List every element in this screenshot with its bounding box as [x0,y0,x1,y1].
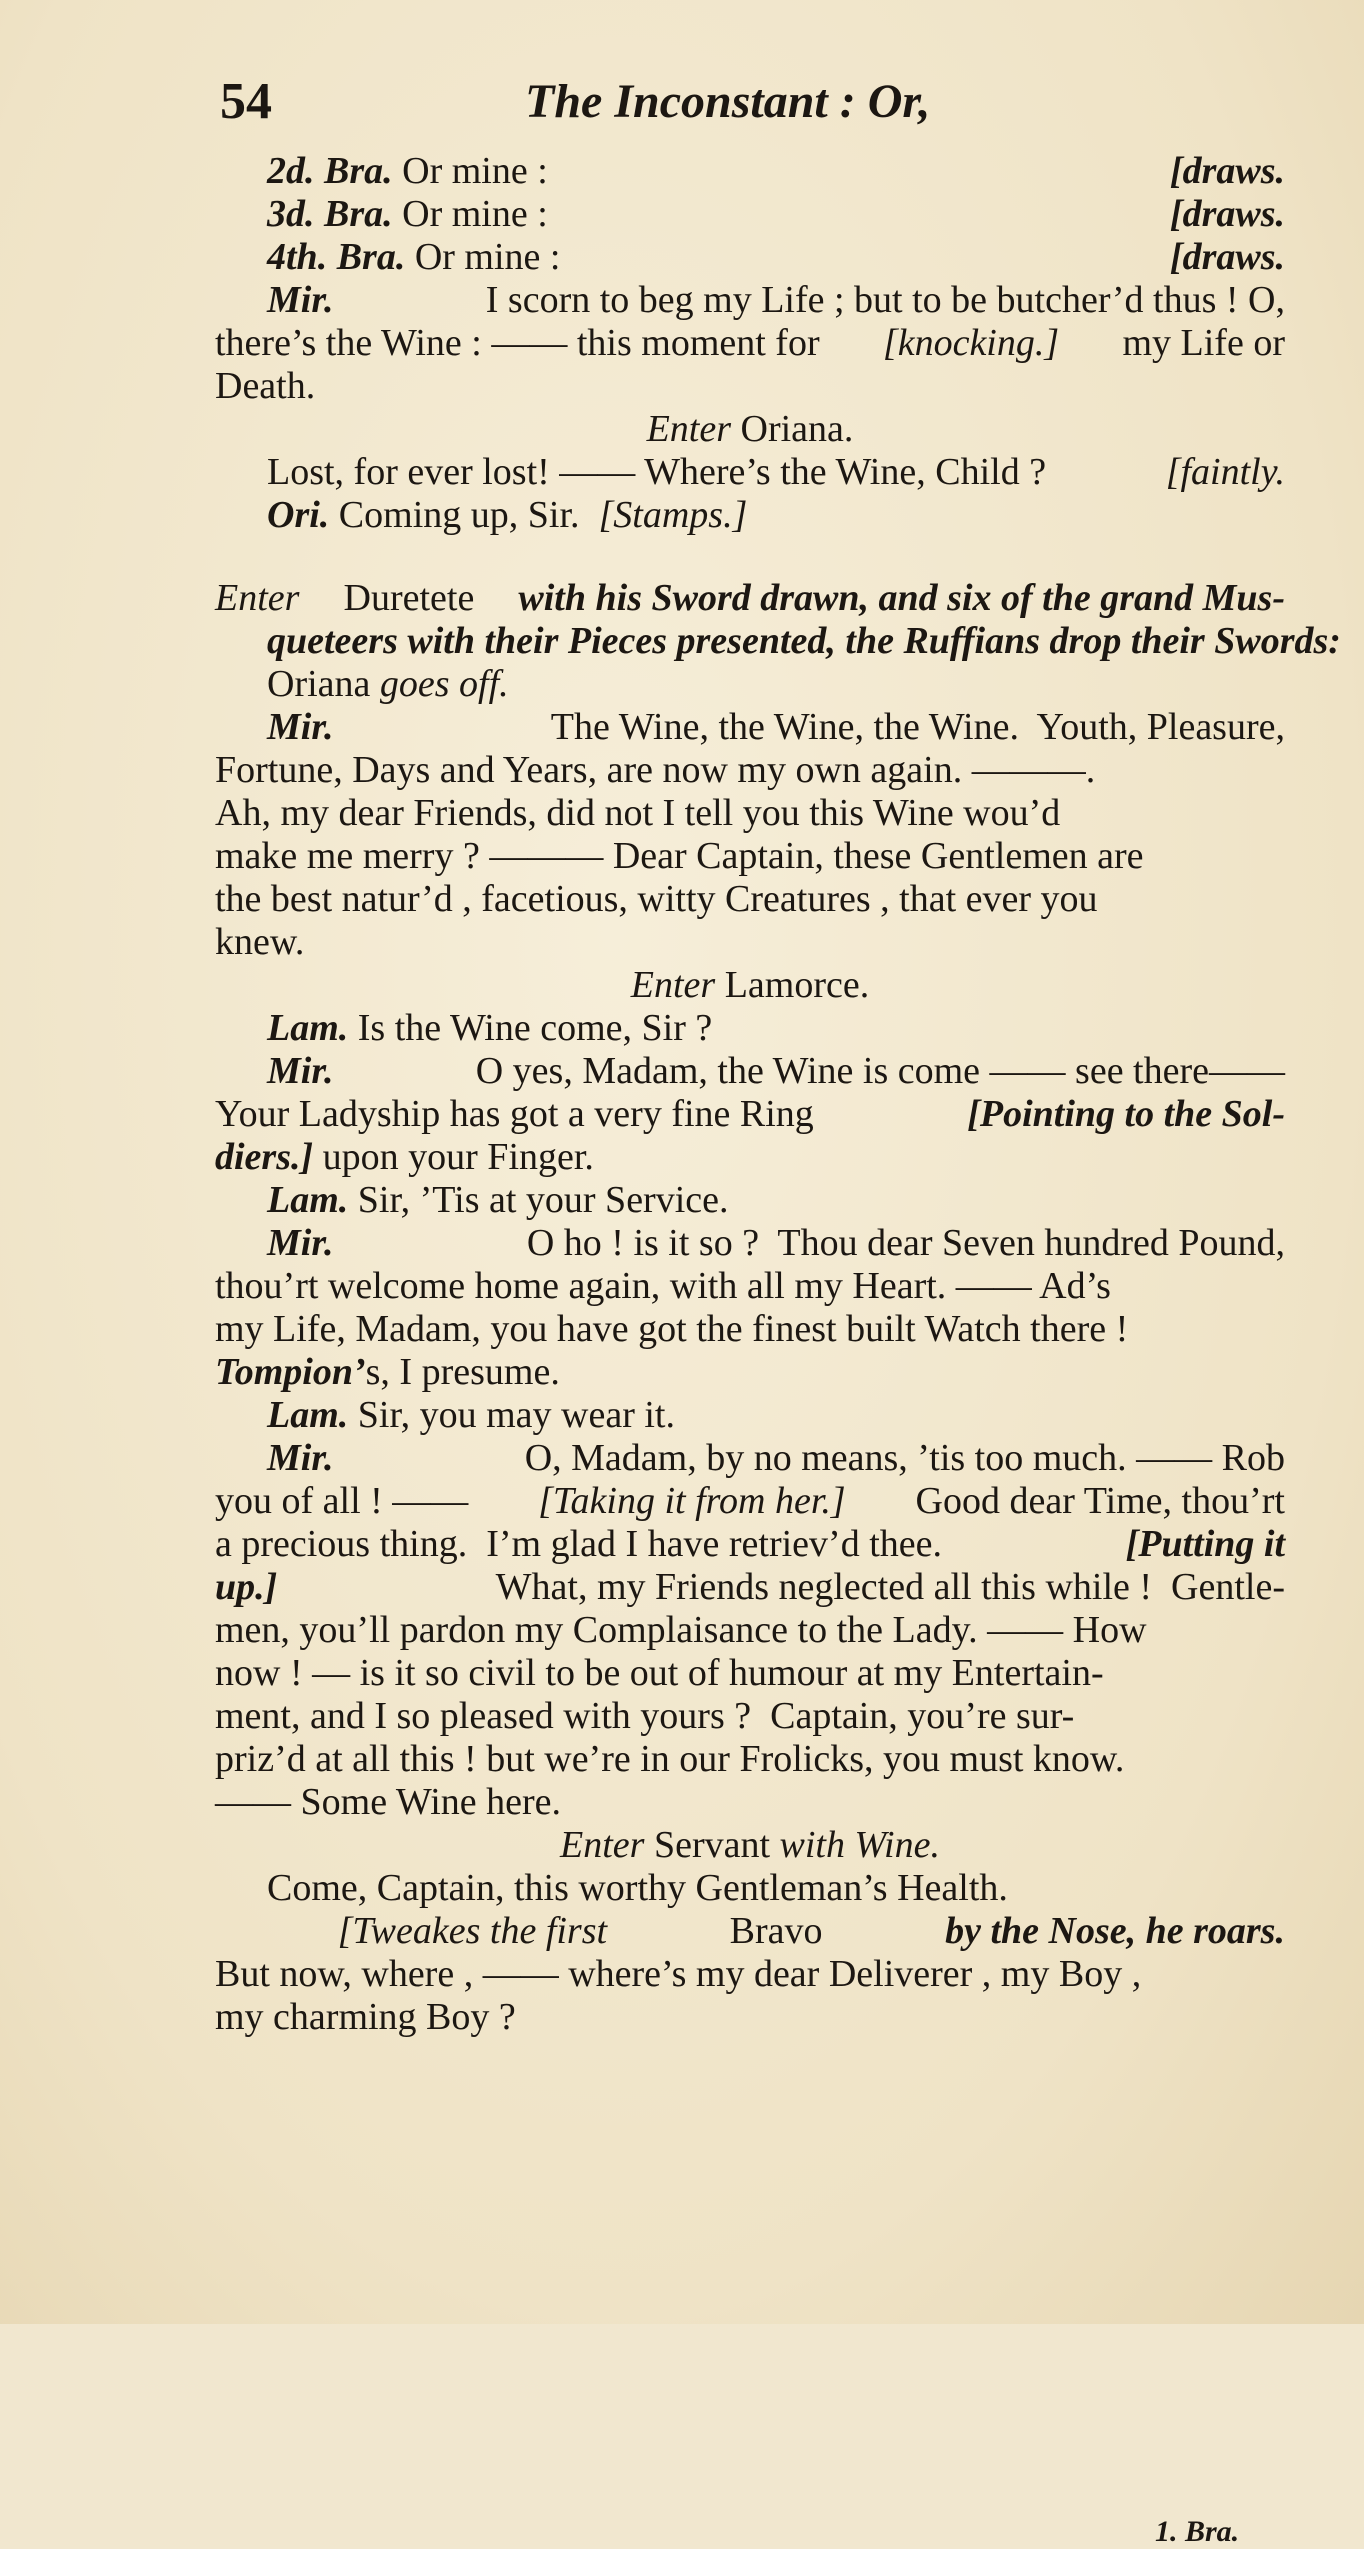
text-run: [Tweakes the first [337,1910,608,1952]
text-run: Oriana. [731,408,854,450]
text-run: [draws. [1169,193,1285,235]
text-run: Mir. [267,1437,334,1479]
text-line [215,1867,1285,1910]
text-line [215,1609,1285,1652]
line-gap [215,537,1285,577]
text-line [215,193,1285,236]
text-run: Lam. [267,1007,349,1049]
text-run: Lam. [267,1394,349,1436]
text-run: s, I presume. [365,1351,560,1393]
text-run: But now, where , —— where’s my dear Deliverer , my Boy , [215,1953,1142,1995]
text-run: knew. [215,921,305,963]
text-run: Oriana [267,663,380,705]
text-line [215,1437,1285,1480]
text-run: Enter [560,1824,645,1866]
text-run: 2d. Bra. [267,150,393,192]
text-run: my Life, Madam, you have got the finest built Watch there ! [215,1308,1129,1350]
text-run: Lam. [267,1179,349,1221]
text-run: [knocking.] [882,322,1060,364]
text-run: Death. [215,365,316,407]
text-run: [Putting it [1125,1523,1285,1565]
text-run: I scorn to beg my Life ; but to be butcher’d thus ! O, [476,279,1285,321]
text-run: Tompion’ [215,1351,366,1393]
text-run: 3d. Bra. [267,193,393,235]
text-run: thou’rt welcome home again, with all my Heart. —— Ad’s [215,1265,1111,1307]
text-run: Mir. [267,1222,334,1264]
text-run: now ! — is it so civil to be out of humour at my Entertain- [215,1652,1104,1694]
text-run: —— Some Wine here. [215,1781,562,1823]
text-line [215,1351,1285,1394]
text-line [215,236,1285,279]
text-run: [draws. [1169,150,1285,192]
text-run: Lost, for ever lost! —— Where’s the Wine, Child ? [267,451,1056,493]
text-run: Fortune, Days and Years, are now my own again. ———. [215,749,1096,791]
text-line [215,663,1285,706]
text-line [215,1265,1285,1308]
text-line [215,1566,1285,1609]
text-run: Enter [215,577,300,619]
text-run: Enter [630,964,716,1006]
text-run: Is the Wine come, Sir ? [348,1007,713,1049]
text-line [215,792,1285,835]
text-run: my charming Boy ? [215,1996,516,2038]
text-run: Duretete [334,577,484,619]
text-run: 4th. Bra. [267,236,406,278]
text-line [215,1480,1285,1523]
text-run: O, Madam, by no means, ’tis too much. —— Rob [515,1437,1285,1479]
text-line [215,1824,1285,1867]
text-run: Bravo [720,1910,833,1952]
text-line [215,1308,1285,1351]
text-run: you of all ! —— [215,1480,478,1522]
text-line [215,1179,1285,1222]
text-run: [faintly. [1165,451,1285,493]
text-run: make me merry ? ——— Dear Captain, these Gentlemen are [215,835,1144,877]
text-run: O yes, Madam, the Wine is come —— see there—— [466,1050,1285,1092]
text-line [215,1781,1285,1824]
text-run: ment, and I so pleased with yours ? Captain, you’re sur- [215,1695,1075,1737]
text-run: priz’d at all this ! but we’re in our Frolicks, you must know. [215,1738,1125,1780]
text-line [215,921,1285,964]
text-run: Ori. [267,494,330,536]
text-line [215,878,1285,921]
text-line [215,835,1285,878]
catchword: 1. Bra. [1155,2515,1240,2548]
text-run: [Stamps.] [598,494,748,536]
text-run: up.] [215,1566,278,1608]
text-run: O ho ! is it so ? Thou dear Seven hundred Pound, [517,1222,1285,1264]
text-line [215,1093,1285,1136]
text-run: [Taking it from her.] [538,1480,846,1522]
text-run: What, my Friends neglected all this while ! Gentle- [486,1566,1285,1608]
text-run: [Pointing to the Sol- [967,1093,1285,1135]
text-line [215,1222,1285,1265]
page-header [220,72,1300,142]
text-run: The Wine, the Wine, the Wine. Youth, Pleasure, [541,706,1285,748]
text-line [215,1050,1285,1093]
text-run: [draws. [1169,236,1285,278]
text-run: Your Ladyship has got a very fine Ring [215,1093,824,1135]
text-run: Ah, my dear Friends, did not I tell you this Wine wou’d [215,792,1061,834]
text-run: the best natur’d , facetious, witty Creatures , that ever you [215,878,1098,920]
text-run [215,1910,225,1953]
text-run: Mir. [267,1050,334,1092]
text-line [215,1996,1285,2039]
text-line [215,964,1285,1007]
text-run: diers.] [215,1136,314,1178]
text-run: there’s the Wine : —— this moment for [215,322,830,364]
text-line [215,1652,1285,1695]
text-line [215,322,1285,365]
text-run: Or mine : [392,193,548,235]
text-run: Coming up, Sir. [329,494,599,536]
play-text [215,150,1341,2039]
text-line [215,577,1285,620]
text-run: with Wine. [779,1824,940,1866]
text-run: Mir. [267,706,334,748]
running-title: The Inconstant : Or, [525,75,931,128]
text-run: Sir, ’Tis at your Service. [348,1179,729,1221]
text-run: with his Sword drawn, and six of the grand Mus- [518,577,1285,619]
text-line [215,494,1285,537]
text-run: my Life or [1112,322,1285,364]
text-run: a precious thing. I’m glad I have retriev’d thee. [215,1523,961,1565]
text-line [215,1910,1285,1953]
text-line [215,1007,1285,1050]
text-run: men, you’ll pardon my Complaisance to the Lady. —— How [215,1609,1147,1651]
text-line [215,150,1285,193]
text-run: upon your Finger. [313,1136,594,1178]
text-run: Or mine : [405,236,561,278]
text-run: Come, Captain, this worthy Gentleman’s Health. [267,1867,1008,1909]
text-run: goes off. [379,663,509,705]
text-line [215,706,1285,749]
text-line [215,1523,1285,1566]
text-run: by the Nose, he roars. [945,1910,1285,1952]
text-line [215,365,1285,408]
text-line [215,279,1285,322]
text-run: queteers with their Pieces presented, the Ruffians drop their Swords: [267,620,1341,662]
text-line [215,451,1285,494]
text-run: Or mine : [392,150,548,192]
text-run: Mir. [267,279,334,321]
text-run: Sir, you may wear it. [348,1394,675,1436]
text-line [215,749,1285,792]
text-line [215,1136,1285,1179]
text-run: Good dear Time, thou’rt [906,1480,1285,1522]
text-run: Enter [646,408,732,450]
text-line [215,408,1285,451]
text-run: Lamorce. [715,964,870,1006]
text-line [215,1695,1285,1738]
text-line [215,1953,1285,1996]
text-line [215,1738,1285,1781]
text-line [215,620,1341,663]
text-run: Servant [644,1824,780,1866]
text-line [215,1394,1285,1437]
page-number: 54 [220,73,272,130]
